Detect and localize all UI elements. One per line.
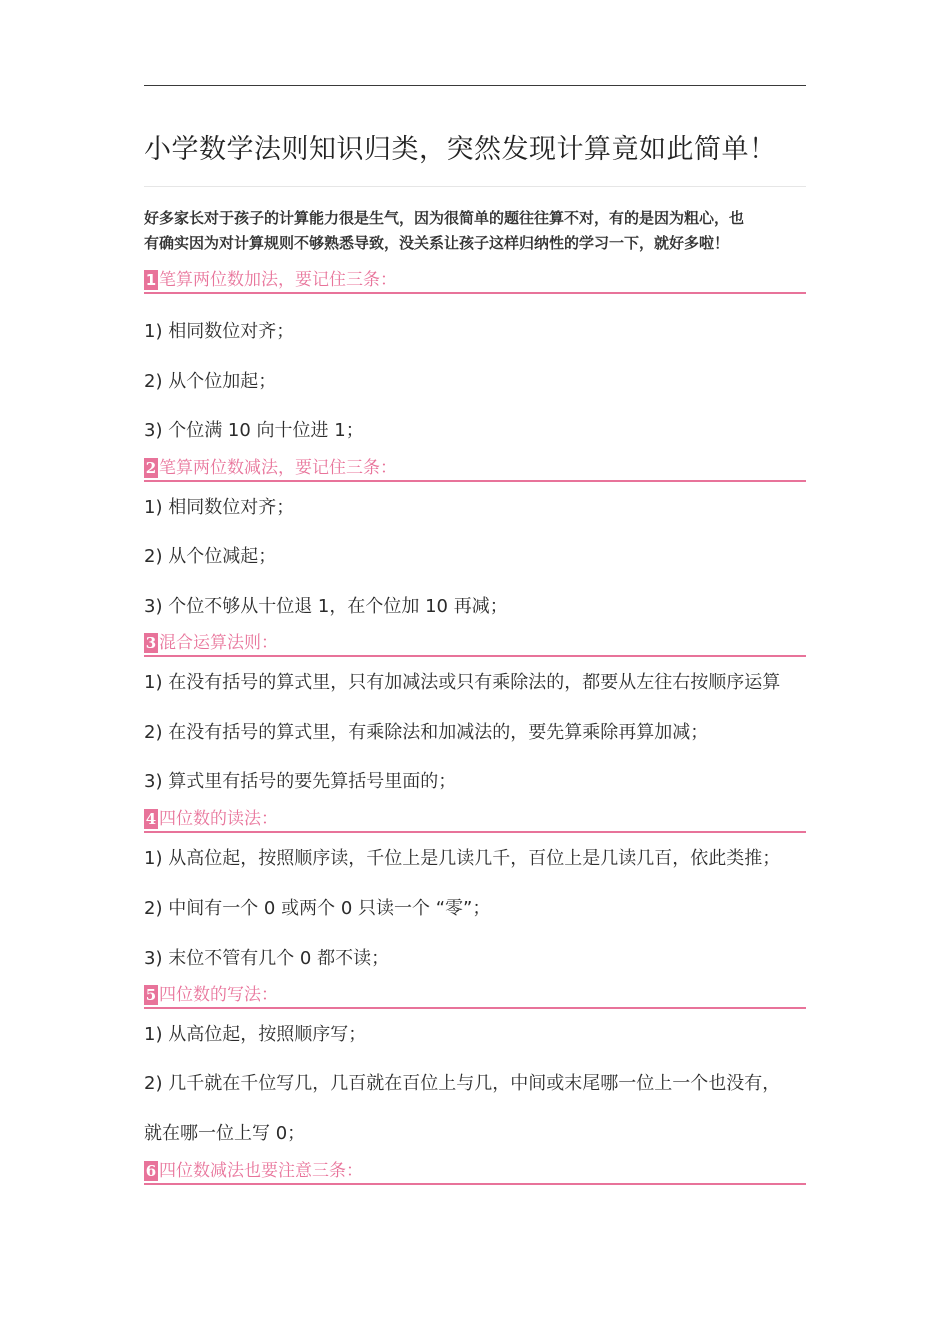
section-heading-1: [144, 268, 806, 294]
section-number-badge: 3: [145, 634, 157, 652]
intro-paragraph: [144, 206, 806, 256]
list-item: 1) 从高位起，按照顺序读，千位上是几读几千，百位上是几读几百，依此类推；: [144, 848, 781, 869]
list-item: 1) 在没有括号的算式里，只有加减法或只有乘除法的，都要从左往右按顺序运算: [144, 672, 781, 693]
section-heading-text: 混合运算法则：: [159, 633, 278, 653]
intro-line: 有确实因为对计算规则不够熟悉导致，没关系让孩子这样归纳性的学习一下，就好多啦！: [144, 234, 730, 252]
list-item: 3) 个位不够从十位退 1，在个位加 10 再减；: [144, 596, 508, 617]
page-title: 小学数学法则知识归类，突然发现计算竟如此简单！: [144, 134, 777, 165]
section-heading-text: 四位数的写法：: [159, 985, 278, 1005]
list-item: 2) 从个位减起；: [144, 546, 277, 567]
section-heading-text: 四位数减法也要注意三条：: [159, 1161, 363, 1181]
list-item: 3) 个位满 10 向十位进 1；: [144, 420, 364, 441]
list-item: 就在哪一位上写 0；: [144, 1123, 306, 1144]
list-item: 2) 中间有一个 0 或两个 0 只读一个 “零”；: [144, 898, 491, 919]
list-item: 2) 在没有括号的算式里，有乘除法和加减法的，要先算乘除再算加减；: [144, 722, 709, 743]
list-item: 1) 相同数位对齐；: [144, 321, 295, 342]
list-item: 3) 末位不管有几个 0 都不读；: [144, 948, 390, 969]
section-heading-3: [144, 631, 806, 657]
section-number-badge: 1: [145, 271, 157, 289]
list-item: 3) 算式里有括号的要先算括号里面的；: [144, 771, 457, 792]
top-divider: [144, 85, 806, 86]
section-heading-5: [144, 983, 806, 1009]
section-number-badge: 6: [145, 1162, 157, 1180]
list-item: 1) 从高位起，按照顺序写；: [144, 1024, 367, 1045]
section-number-badge: 4: [145, 810, 157, 828]
section-heading-6: [144, 1159, 806, 1185]
section-heading-text: 笔算两位数加法，要记住三条：: [159, 270, 397, 290]
section-heading-text: 四位数的读法：: [159, 809, 278, 829]
section-heading-4: [144, 807, 806, 833]
intro-line: 好多家长对于孩子的计算能力很是生气，因为很简单的题往往算不对，有的是因为粗心，也: [144, 209, 745, 227]
list-item: 2) 几千就在千位写几，几百就在百位上与几，中间或末尾哪一位上一个也没有，: [144, 1073, 781, 1094]
section-number-badge: 2: [145, 459, 157, 477]
title-divider: [144, 186, 806, 187]
section-heading-text: 笔算两位数减法，要记住三条：: [159, 458, 397, 478]
list-item: 1) 相同数位对齐；: [144, 497, 295, 518]
section-heading-2: [144, 456, 806, 482]
section-number-badge: 5: [145, 986, 157, 1004]
list-item: 2) 从个位加起；: [144, 371, 277, 392]
